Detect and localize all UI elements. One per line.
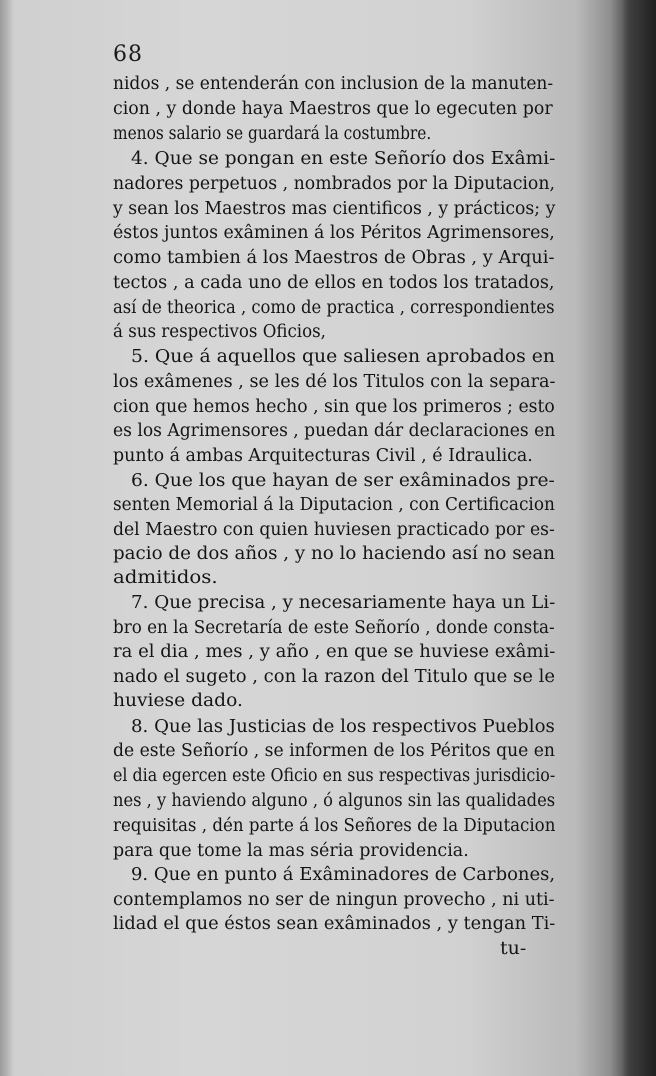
text-line: del Maestro con quien huviesen practicado por es- xyxy=(113,520,555,540)
text-line: nidos , se entenderán con inclusion de la manuten- xyxy=(113,74,554,94)
text-line: á sus respectivos Oficios, xyxy=(113,322,326,342)
text-line: los exâmenes , se les dé los Titulos con la separa- xyxy=(113,372,556,392)
text-line: contemplamos no ser de ningun provecho , ni uti- xyxy=(113,890,555,910)
text-line: cion , y donde haya Maestros que lo egecuten por xyxy=(113,99,553,119)
text-line: cion que hemos hecho , sin que los primeros ; esto xyxy=(113,397,555,417)
text-line: 7. Que precisa , y necesariamente haya un Li- xyxy=(131,593,556,613)
text-line: pacio de dos años , y no lo haciendo así no sean xyxy=(113,544,555,564)
text-line: 4. Que se pongan en este Señorío dos Exâmi- xyxy=(131,149,556,169)
text-line: tectos , a cada uno de ellos en todos los tratados, xyxy=(113,273,555,293)
text-line: para que tome la mas séria providencia. xyxy=(113,841,469,861)
text-line: requisitas , dén parte á los Señores de la Diputacion xyxy=(113,816,556,836)
text-line: como tambien á los Maestros de Obras , y Arqui- xyxy=(113,248,555,268)
page-edge-shadow xyxy=(622,0,656,1076)
text-line: nadores perpetuos , nombrados por la Diputacion, xyxy=(113,174,555,194)
gutter-shadow xyxy=(0,0,14,1076)
text-line: senten Memorial á la Diputacion , con Certificacion xyxy=(113,495,555,515)
text-line: el dia egercen este Oficio en sus respectivas jurisdicio- xyxy=(113,766,556,786)
text-line: lidad el que éstos sean exâminados , y tengan Ti- xyxy=(113,914,556,934)
catchword: tu- xyxy=(500,939,527,959)
text-line: éstos juntos exâminen á los Péritos Agrimensores, xyxy=(113,223,555,243)
text-line: nado el sugeto , con la razon del Titulo que se le xyxy=(113,667,555,687)
text-line: y sean los Maestros mas cientificos , y prácticos; y xyxy=(113,199,556,219)
text-line: es los Agrimensores , puedan dár declaraciones en xyxy=(113,421,556,441)
text-line: 5. Que á aquellos que saliesen aprobados en xyxy=(131,347,555,367)
text-line: bro en la Secretaría de este Señorío , donde consta- xyxy=(113,618,555,638)
text-line: de este Señorío , se informen de los Péritos que en xyxy=(113,741,555,761)
text-line: punto á ambas Arquitecturas Civil , é Idraulica. xyxy=(113,446,533,466)
text-line: huviese dado. xyxy=(113,691,243,711)
page-number: 68 xyxy=(113,42,143,67)
text-line: 6. Que los que hayan de ser exâminados pre- xyxy=(131,471,555,491)
text-line: 8. Que las Justicias de los respectivos Pueblos xyxy=(131,717,555,737)
text-line: 9. Que en punto á Exâminadores de Carbones, xyxy=(131,865,556,885)
text-line: admitidos. xyxy=(113,568,218,588)
text-line: menos salario se guardará la costumbre. xyxy=(113,124,432,144)
text-line: nes , y haviendo alguno , ó algunos sin las qualidades xyxy=(113,791,556,811)
text-line: así de theorica , como de practica , correspondientes xyxy=(113,298,555,318)
text-line: ra el dia , mes , y año , en que se huviese exâmi- xyxy=(113,642,556,662)
